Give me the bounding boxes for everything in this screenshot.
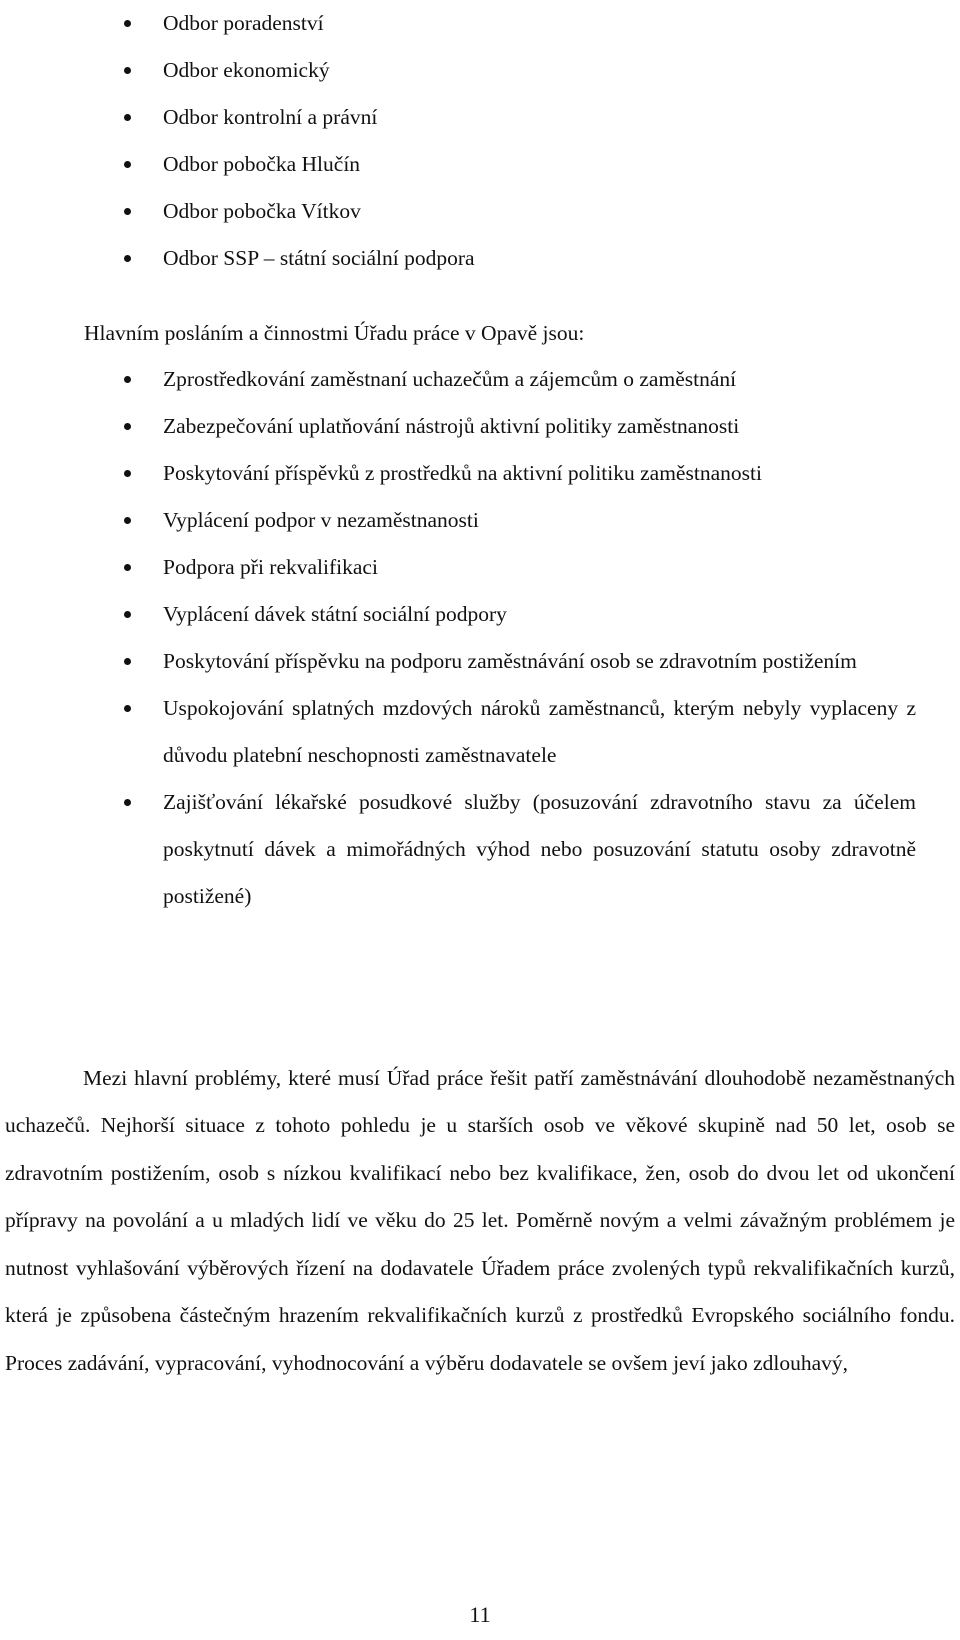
list-item: [0, 591, 960, 638]
bullet-icon: [124, 20, 131, 27]
bullet-icon: [124, 470, 131, 477]
list-item: [0, 235, 960, 282]
list-item: [0, 94, 960, 141]
list-item: [0, 141, 960, 188]
list-item: [0, 356, 960, 403]
bullet-icon: [124, 611, 131, 618]
list-item: [0, 544, 960, 591]
list-item-text: Odbor ekonomický: [163, 58, 330, 82]
list-item: [0, 685, 960, 779]
list-item-text: Odbor SSP – státní sociální podpora: [163, 246, 475, 270]
departments-list: [0, 0, 960, 282]
bullet-icon: [124, 517, 131, 524]
list-item-text: Odbor pobočka Vítkov: [163, 199, 361, 223]
list-item: [0, 188, 960, 235]
list-item: [0, 47, 960, 94]
bullet-icon: [124, 114, 131, 121]
bullet-icon: [124, 799, 131, 806]
list-item-text: Uspokojování splatných mzdových nároků zaměstnanců, kterým nebyly vyplaceny z důvodu platební neschopnosti zaměstnavatele: [163, 696, 916, 767]
list-item: [0, 450, 960, 497]
bullet-icon: [124, 658, 131, 665]
duties-list: [0, 356, 960, 920]
list-item-text: Zabezpečování uplatňování nástrojů aktivní politiky zaměstnanosti: [163, 414, 740, 438]
list-item-text: Vyplácení dávek státní sociální podpory: [163, 602, 507, 626]
bullet-icon: [124, 161, 131, 168]
list-item-text: Podpora při rekvalifikaci: [163, 555, 378, 579]
list-item: [0, 0, 960, 47]
list-item-text: Poskytování příspěvků z prostředků na aktivní politiku zaměstnanosti: [163, 461, 762, 485]
list-item-text: Vyplácení podpor v nezaměstnanosti: [163, 508, 479, 532]
list-item-text: Zprostředkování zaměstnaní uchazečům a zájemcům o zaměstnání: [163, 367, 737, 391]
bullet-icon: [124, 564, 131, 571]
list-item: [0, 403, 960, 450]
intro-sentence: Hlavním posláním a činnostmi Úřadu práce v Opavě jsou:: [84, 321, 585, 345]
list-item: [0, 497, 960, 544]
bullet-icon: [124, 705, 131, 712]
list-item-text: Zajišťování lékařské posudkové služby (posuzování zdravotního stavu za účelem poskytnutí dávek a mimořádných výhod nebo posuzování statutu osoby zdravotně postižené): [163, 790, 916, 908]
list-item-text: Poskytování příspěvku na podporu zaměstnávání osob se zdravotním postižením: [163, 649, 857, 673]
body-paragraph: Mezi hlavní problémy, které musí Úřad práce řešit patří zaměstnávání dlouhodobě nezaměstnaných uchazečů. Nejhorší situace z tohoto pohledu je u starších osob ve věkové skupině nad 50 let, osob se zdravotním postižením, osob s nízkou kvalifikací nebo bez kvalifikace, žen, osob do dvou let od ukončení přípravy na povolání a u mladých lidí ve věku do 25 let. Poměrně novým a velmi závažným problémem je nutnost vyhlašování výběrových řízení na dodavatele Úřadem práce zvolených typů rekvalifikačních kurzů, která je způsobena částečným hrazením rekvalifikačních kurzů z prostředků Evropského sociálního fondu. Proces zadávání, vypracování, vyhodnocování a výběru dodavatele se ovšem jeví jako zdlouhavý,: [5, 1065, 955, 1375]
page-number: 11: [469, 1602, 491, 1627]
list-item-text: Odbor kontrolní a právní: [163, 105, 378, 129]
list-item: [0, 638, 960, 685]
bullet-icon: [124, 423, 131, 430]
bullet-icon: [124, 67, 131, 74]
list-item-text: Odbor poradenství: [163, 11, 324, 35]
list-item-text: Odbor pobočka Hlučín: [163, 152, 361, 176]
bullet-icon: [124, 208, 131, 215]
bullet-icon: [124, 255, 131, 262]
bullet-icon: [124, 376, 131, 383]
list-item: [0, 779, 960, 920]
